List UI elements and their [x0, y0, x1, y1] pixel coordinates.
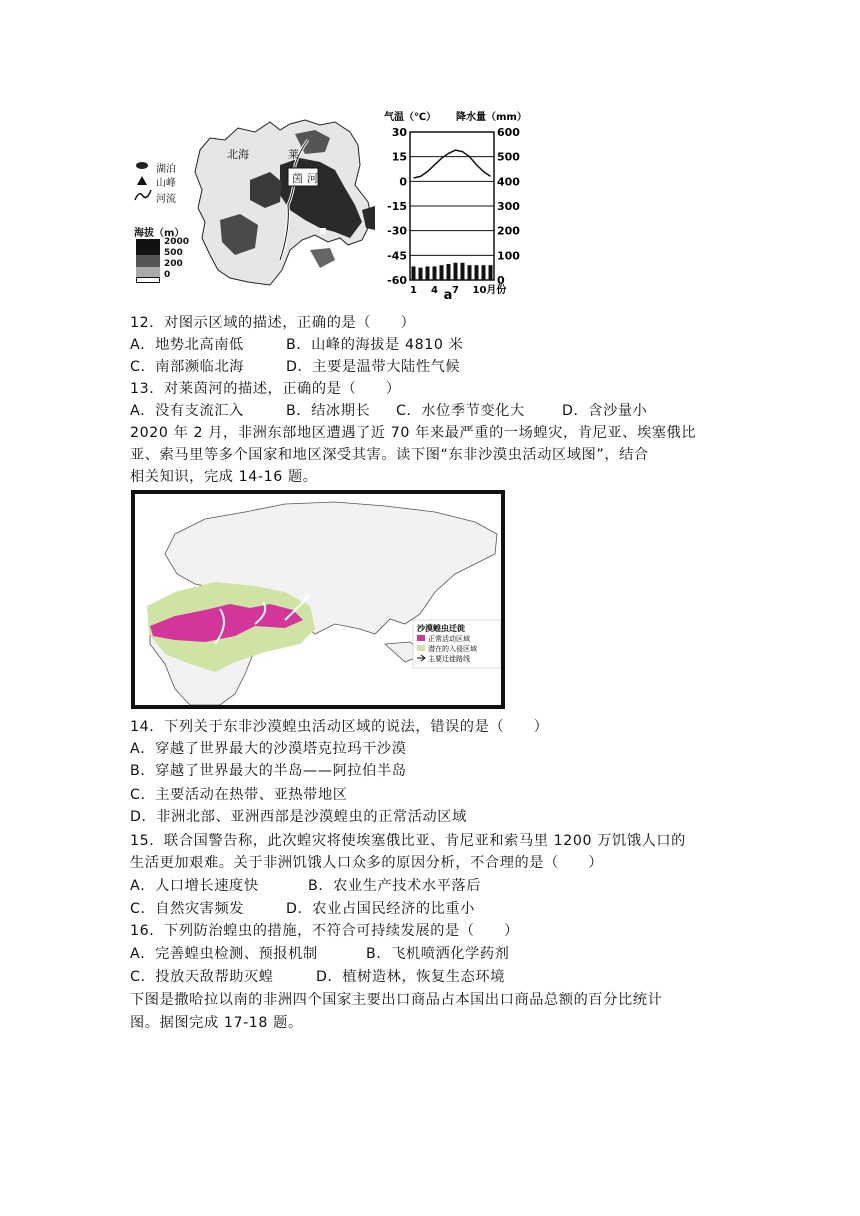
- q16-options-row2: [130, 966, 505, 988]
- q13-option-b[interactable]: B．结冰期长: [286, 403, 371, 419]
- q15-option-b[interactable]: B．农业生产技术水平落后: [308, 878, 481, 894]
- north-sea-label: 北海: [227, 148, 249, 161]
- relief-map: [130, 110, 375, 290]
- q12-options-row1: [130, 334, 463, 356]
- precip-tick-label: 200: [497, 224, 520, 238]
- q15-option-d[interactable]: D．农业占国民经济的比重小: [286, 901, 475, 917]
- q13-option-c[interactable]: C．水位季节变化大: [396, 403, 525, 419]
- month-tick-label: 7: [452, 285, 459, 296]
- q13-option-d[interactable]: D．含沙量小: [562, 403, 648, 419]
- q15-options-row1: [130, 875, 481, 897]
- precip-bar: [489, 265, 493, 280]
- q15-option-c[interactable]: C．自然灾害频发: [130, 901, 245, 917]
- peak-label: 山峰: [156, 178, 176, 189]
- precip-bar: [447, 264, 451, 280]
- precip-bar: [433, 266, 437, 280]
- precip-bar: [475, 265, 479, 280]
- yin-label: 茵: [292, 172, 303, 185]
- intro2-line2: 图。据图完成 17-18 题。: [130, 1015, 303, 1031]
- temp-tick-label: -45: [387, 249, 407, 263]
- precip-bar: [454, 263, 458, 280]
- map-b-legend-title: 沙漠蝗虫迁徙: [417, 624, 465, 633]
- q12-options-row2: [130, 356, 460, 378]
- elevation-2000: 2000: [164, 237, 190, 247]
- q16-stem: 16．下列防治蝗虫的措施，不符合可持续发展的是（ ）: [130, 923, 519, 939]
- q13-option-a[interactable]: A．没有支流汇入: [130, 403, 244, 419]
- precip-tick-label: 400: [497, 175, 520, 189]
- q13-options: [130, 400, 647, 422]
- legend-normal-label: 正常活动区域: [428, 635, 470, 643]
- legend-potential-label: 潜在的入侵区域: [428, 645, 477, 653]
- climate-chart: [382, 108, 532, 304]
- temp-tick-label: 0: [399, 175, 407, 189]
- intro1-line3: 相关知识，完成 14-16 题。: [130, 469, 318, 485]
- q13-stem: 13．对莱茵河的描述，正确的是（ ）: [130, 381, 401, 397]
- chart-caption: a: [443, 288, 453, 303]
- q16-option-d[interactable]: D．植树造林，恢复生态环境: [316, 969, 505, 985]
- month-tick-label: 1: [410, 285, 417, 296]
- q12-option-d[interactable]: D．主要是温带大陆性气候: [286, 359, 461, 375]
- intro1-line2: 亚、索马里等多个国家和地区深受其害。读下图“东非沙漠虫活动区域图”，结合: [130, 447, 649, 463]
- q15-option-a[interactable]: A．人口增长速度快: [130, 878, 259, 894]
- elevation-scale: [136, 239, 160, 283]
- legend-route-label: 主要迁徙路线: [428, 655, 470, 663]
- q16-options-row1: [130, 943, 509, 965]
- q12-option-c[interactable]: C．南部濒临北海: [130, 359, 245, 375]
- precip-bar: [468, 265, 472, 280]
- peak-icon: [137, 176, 147, 185]
- precip-bar: [412, 266, 416, 280]
- precip-bar: [440, 265, 444, 280]
- river-icon: [134, 188, 152, 202]
- q15-stem-line1: 15．联合国警告称，此次蝗灾将使埃塞俄比亚、肯尼亚和索马里 1200 万饥饿人口的: [130, 833, 686, 849]
- lai-label: 莱: [288, 148, 299, 161]
- lake-label: 湖泊: [156, 164, 176, 175]
- q12-stem: 12．对图示区域的描述，正确的是（ ）: [130, 315, 416, 331]
- precip-tick-label: 300: [497, 200, 520, 213]
- precip-bar: [461, 263, 465, 280]
- temp-title: 气温（℃）: [384, 112, 437, 123]
- month-tick-label: 10月份: [472, 285, 507, 296]
- q15-stem-line2: 生活更加艰难。关于非洲饥饿人口众多的原因分析，不合理的是（ ）: [130, 855, 604, 871]
- intro2-line1: 下图是撒哈拉以南的非洲四个国家主要出口商品占本国出口商品总额的百分比统计: [130, 992, 663, 1008]
- month-tick-label: 4: [431, 285, 438, 296]
- elevation-title: 海拔（m）: [134, 228, 185, 239]
- elevation-0: 0: [164, 270, 171, 280]
- q12-option-b[interactable]: B．山峰的海拔是 4810 米: [286, 337, 464, 353]
- precip-tick-label: 0: [497, 274, 505, 287]
- lake-icon: [136, 162, 148, 169]
- q14-option-b[interactable]: B．穿越了世界最大的半岛——阿拉伯半岛: [130, 763, 407, 779]
- river-label: 河流: [156, 194, 176, 205]
- q14-option-d[interactable]: D．非洲北部、亚洲西部是沙漠蝗虫的正常活动区域: [130, 809, 467, 825]
- he-label: 河: [307, 172, 318, 185]
- map-legend: [134, 160, 194, 204]
- temp-tick-label: -15: [387, 200, 407, 213]
- q16-option-b[interactable]: B．飞机喷洒化学药剂: [366, 946, 510, 962]
- precip-bar: [419, 268, 423, 280]
- elevation-200: 200: [164, 259, 183, 269]
- temp-tick-label: 15: [391, 150, 407, 164]
- elevation-500: 500: [164, 248, 183, 258]
- locust-map: [131, 490, 505, 709]
- elevation-values: [164, 237, 189, 281]
- precip-bar: [426, 266, 430, 280]
- precip-bar: [482, 265, 486, 280]
- q16-option-a[interactable]: A．完善蝗虫检测、预报机制: [130, 946, 318, 962]
- precip-tick-label: 500: [497, 150, 520, 164]
- q12-option-a[interactable]: A．地势北高南低: [130, 337, 244, 353]
- precip-tick-label: 600: [497, 126, 520, 139]
- q14-stem: 14．下列关于东非沙漠蝗虫活动区域的说法，错误的是（ ）: [130, 719, 549, 735]
- q14-option-c[interactable]: C．主要活动在热带、亚热带地区: [130, 787, 348, 803]
- intro1-line1: 2020 年 2 月，非洲东部地区遭遇了近 70 年来最严重的一场蝗灾，肯尼亚、埃塞俄比: [130, 425, 697, 441]
- temp-tick-label: -60: [387, 274, 407, 287]
- temp-tick-label: -30: [387, 224, 407, 238]
- q14-option-a[interactable]: A．穿越了世界最大的沙漠塔克拉玛干沙漠: [130, 741, 407, 757]
- precip-tick-label: 100: [497, 249, 520, 263]
- temp-tick-label: 30: [391, 126, 407, 139]
- q15-options-row2: [130, 898, 475, 920]
- precip-title: 降水量（mm）: [456, 112, 527, 123]
- q16-option-c[interactable]: C．投放天敌帮助灭蝗: [130, 969, 274, 985]
